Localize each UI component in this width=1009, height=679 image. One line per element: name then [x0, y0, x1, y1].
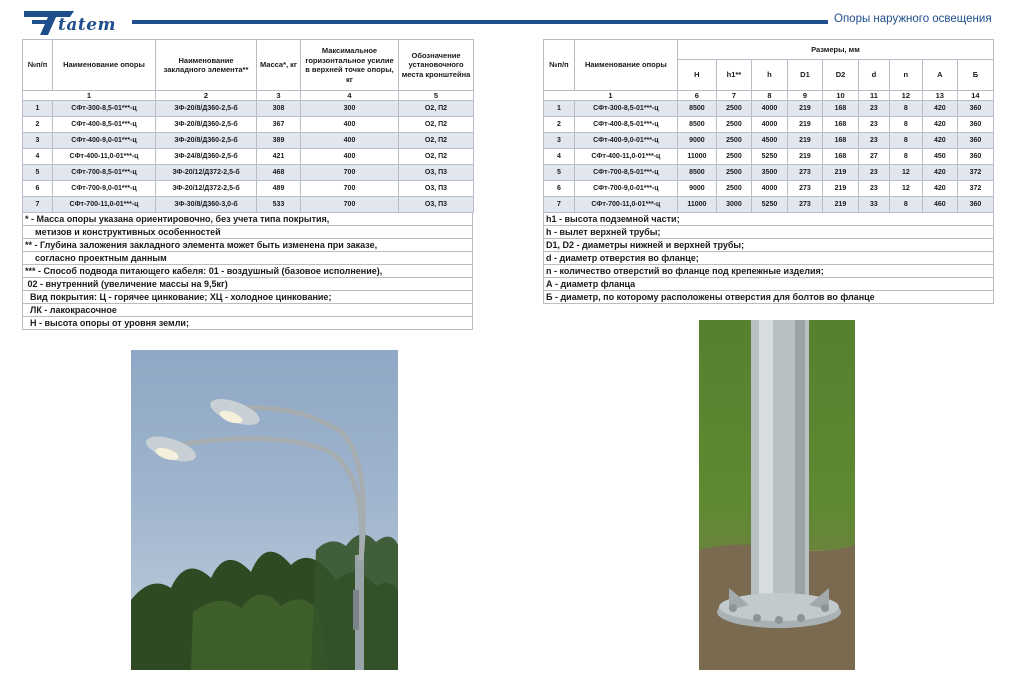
table-cell: 8	[889, 117, 922, 133]
header-force: Максимальное горизонтальное усилие в верхней точке опоры, кг	[301, 40, 399, 91]
table-cell: 219	[822, 197, 858, 213]
table-cell: 2	[544, 117, 575, 133]
table-cell: 168	[822, 117, 858, 133]
table-cell: 5250	[751, 149, 787, 165]
table-cell: 5	[544, 165, 575, 181]
table-cell: 6	[544, 181, 575, 197]
table-cell: 421	[257, 149, 301, 165]
table-cell: ЗФ-20/8/Д360-2,5-б	[156, 133, 257, 149]
pole-name-cell: СФт-700-11,0-01***-ц	[574, 197, 677, 213]
header-bracket: Обозначение установочного места кронштейна	[399, 40, 474, 91]
table-cell: ЗФ-20/8/Д360-2,5-б	[156, 101, 257, 117]
col-number: 5	[399, 91, 474, 101]
table-cell: ЗФ-30/8/Д360-3,0-б	[156, 197, 257, 213]
table-cell: О3, П3	[399, 181, 474, 197]
table-cell: 4	[544, 149, 575, 165]
table-cell: 23	[859, 117, 890, 133]
col-number: 6	[677, 91, 716, 101]
table-cell: ЗФ-20/12/Д372-2,5-б	[156, 181, 257, 197]
table-cell: 400	[301, 133, 399, 149]
col-number: 14	[957, 91, 993, 101]
table-row	[23, 197, 474, 213]
street-lamp-photo	[131, 350, 398, 670]
note-line: А - диаметр фланца	[543, 278, 994, 291]
table-cell: 273	[787, 197, 822, 213]
table-cell: 300	[301, 101, 399, 117]
note-line: метизов и конструктивных особенностей	[22, 226, 473, 239]
col-number: 1	[544, 91, 678, 101]
note-line: h1 - высота подземной части;	[543, 213, 994, 226]
table-cell: 4	[23, 149, 53, 165]
note-line: d - диаметр отверстия во фланце;	[543, 252, 994, 265]
mass-load-table	[22, 39, 474, 213]
pole-name-cell: СФт-700-9,0-01***-ц	[53, 181, 156, 197]
table-cell: ЗФ-24/8/Д360-2,5-б	[156, 149, 257, 165]
table-cell: 420	[922, 117, 957, 133]
table-row	[23, 101, 474, 117]
pole-name-cell: СФт-300-8,5-01***-ц	[53, 101, 156, 117]
table-row	[23, 165, 474, 181]
table-cell: 8500	[677, 101, 716, 117]
header-dim-h: h	[751, 60, 787, 91]
pole-name-cell: СФт-700-11,0-01***-ц	[53, 197, 156, 213]
header-dim-h1: h1**	[716, 60, 751, 91]
col-number: 2	[156, 91, 257, 101]
pole-name-cell: СФт-700-8,5-01***-ц	[53, 165, 156, 181]
left-notes	[22, 213, 473, 330]
note-line: * - Масса опоры указана ориентировочно, без учета типа покрытия,	[22, 213, 473, 226]
table-cell: 360	[957, 101, 993, 117]
header-dim-H: H	[677, 60, 716, 91]
table-cell: 2	[23, 117, 53, 133]
table-cell: ЗФ-20/8/Д360-2,5-б	[156, 117, 257, 133]
col-number: 11	[859, 91, 890, 101]
table-cell: 5	[23, 165, 53, 181]
note-line: ** - Глубина заложения закладного элемента может быть изменена при заказе,	[22, 239, 473, 252]
table-cell: 700	[301, 197, 399, 213]
col-number: 3	[257, 91, 301, 101]
table-cell: О2, П2	[399, 133, 474, 149]
table-cell: 360	[957, 197, 993, 213]
table-cell: 7	[544, 197, 575, 213]
table-cell: 168	[822, 101, 858, 117]
table-cell: 2500	[716, 117, 751, 133]
table-cell: 12	[889, 181, 922, 197]
header-dim-n: n	[889, 60, 922, 91]
pole-name-cell: СФт-400-11,0-01***-ц	[574, 149, 677, 165]
table-row	[544, 165, 994, 181]
col-number: 1	[23, 91, 156, 101]
table-cell: 168	[822, 133, 858, 149]
table-cell: 489	[257, 181, 301, 197]
table-cell: 372	[957, 165, 993, 181]
brand-name: tatem	[58, 15, 117, 35]
table-cell: 389	[257, 133, 301, 149]
table-cell: 33	[859, 197, 890, 213]
table-row	[544, 101, 994, 117]
header-embed: Наименование закладного элемента**	[156, 40, 257, 91]
header-dim-A: A	[922, 60, 957, 91]
table-cell: 1	[23, 101, 53, 117]
table-row	[544, 133, 994, 149]
pole-name-cell: СФт-300-8,5-01***-ц	[574, 101, 677, 117]
note-line: 02 - внутренний (увеличение массы на 9,5кг)	[22, 278, 473, 291]
table-cell: 460	[922, 197, 957, 213]
header-dim-d: d	[859, 60, 890, 91]
table-cell: 700	[301, 181, 399, 197]
col-number: 10	[822, 91, 858, 101]
header-name: Наименование опоры	[53, 40, 156, 91]
table-row	[23, 149, 474, 165]
note-line: Вид покрытия: Ц - горячее цинкование; ХЦ - холодное цинкование;	[22, 291, 473, 304]
table-row	[23, 117, 474, 133]
table-cell: 420	[922, 165, 957, 181]
table-cell: ЗФ-20/12/Д372-2,5-б	[156, 165, 257, 181]
col-number: 8	[751, 91, 787, 101]
table-cell: О3, П3	[399, 197, 474, 213]
header-rule	[132, 20, 828, 24]
table-cell: 9000	[677, 181, 716, 197]
table-cell: 4000	[751, 181, 787, 197]
header-num: №п/п	[544, 40, 575, 91]
header-dim-B: Б	[957, 60, 993, 91]
table-cell: 2500	[716, 149, 751, 165]
table-cell: 23	[859, 133, 890, 149]
note-line: *** - Способ подвода питающего кабеля: 01 - воздушный (базовое исполнение),	[22, 265, 473, 278]
table-cell: 700	[301, 165, 399, 181]
table-cell: 219	[822, 165, 858, 181]
header-mass: Масса*, кг	[257, 40, 301, 91]
table-cell: 273	[787, 181, 822, 197]
table-row	[544, 117, 994, 133]
pole-name-cell: СФт-400-8,5-01***-ц	[574, 117, 677, 133]
table-cell: О2, П2	[399, 149, 474, 165]
table-cell: 8500	[677, 117, 716, 133]
table-cell: 360	[957, 149, 993, 165]
table-cell: 8500	[677, 165, 716, 181]
col-number: 7	[716, 91, 751, 101]
table-cell: 11000	[677, 197, 716, 213]
header-dim-D1: D1	[787, 60, 822, 91]
table-row	[544, 149, 994, 165]
table-cell: 7	[23, 197, 53, 213]
header-dim-D2: D2	[822, 60, 858, 91]
note-line: Б - диаметр, по которому расположены отверстия для болтов во фланце	[543, 291, 994, 304]
table-cell: 372	[957, 181, 993, 197]
dimensions-table	[543, 39, 994, 213]
table-cell: 219	[822, 181, 858, 197]
table-cell: 468	[257, 165, 301, 181]
table-cell: 533	[257, 197, 301, 213]
table-cell: 8	[889, 133, 922, 149]
pole-name-cell: СФт-400-11,0-01***-ц	[53, 149, 156, 165]
table-cell: 5250	[751, 197, 787, 213]
pole-base-photo	[699, 320, 855, 670]
note-line: согласно проектным данным	[22, 252, 473, 265]
table-cell: 6	[23, 181, 53, 197]
table-cell: 23	[859, 101, 890, 117]
col-number: 12	[889, 91, 922, 101]
table-cell: 2500	[716, 101, 751, 117]
pole-name-cell: СФт-400-9,0-01***-ц	[574, 133, 677, 149]
table-cell: 8	[889, 101, 922, 117]
table-cell: 168	[822, 149, 858, 165]
table-cell: 2500	[716, 165, 751, 181]
table-cell: 1	[544, 101, 575, 117]
table-cell: 11000	[677, 149, 716, 165]
header-num: №п/п	[23, 40, 53, 91]
table-cell: О2, П2	[399, 117, 474, 133]
table-cell: 2500	[716, 181, 751, 197]
table-cell: 2500	[716, 133, 751, 149]
table-row	[23, 133, 474, 149]
table-cell: 219	[787, 133, 822, 149]
pole-name-cell: СФт-400-8,5-01***-ц	[53, 117, 156, 133]
table-row	[544, 197, 994, 213]
table-cell: 8	[889, 149, 922, 165]
table-cell: 3	[23, 133, 53, 149]
table-cell: 400	[301, 117, 399, 133]
table-cell: 3000	[716, 197, 751, 213]
table-cell: 3500	[751, 165, 787, 181]
col-number: 4	[301, 91, 399, 101]
table-cell: 420	[922, 181, 957, 197]
header-name: Наименование опоры	[574, 40, 677, 91]
table-row	[544, 181, 994, 197]
table-cell: 450	[922, 149, 957, 165]
table-cell: 8	[889, 197, 922, 213]
table-cell: 367	[257, 117, 301, 133]
table-cell: 360	[957, 133, 993, 149]
table-cell: 273	[787, 165, 822, 181]
table-cell: 420	[922, 133, 957, 149]
page-title: Опоры наружного освещения	[834, 13, 992, 25]
table-row	[23, 181, 474, 197]
table-cell: 9000	[677, 133, 716, 149]
note-line: ЛК - лакокрасочное	[22, 304, 473, 317]
pole-name-cell: СФт-400-9,0-01***-ц	[53, 133, 156, 149]
table-cell: 308	[257, 101, 301, 117]
note-line: D1, D2 - диаметры нижней и верхней трубы;	[543, 239, 994, 252]
table-cell: 360	[957, 117, 993, 133]
col-number: 13	[922, 91, 957, 101]
table-cell: 23	[859, 165, 890, 181]
table-cell: 4500	[751, 133, 787, 149]
col-number: 9	[787, 91, 822, 101]
table-cell: 219	[787, 149, 822, 165]
right-notes	[543, 213, 994, 304]
table-cell: 27	[859, 149, 890, 165]
table-cell: 4000	[751, 101, 787, 117]
table-cell: 420	[922, 101, 957, 117]
table-cell: 219	[787, 117, 822, 133]
note-line: Н - высота опоры от уровня земли;	[22, 317, 473, 330]
note-line: n - количество отверстий во фланце под крепежные изделия;	[543, 265, 994, 278]
table-cell: О3, П3	[399, 165, 474, 181]
pole-name-cell: СФт-700-9,0-01***-ц	[574, 181, 677, 197]
table-cell: 400	[301, 149, 399, 165]
header-dimensions: Размеры, мм	[677, 40, 993, 60]
table-cell: 12	[889, 165, 922, 181]
table-cell: 3	[544, 133, 575, 149]
note-line: h - вылет верхней трубы;	[543, 226, 994, 239]
table-cell: О2, П2	[399, 101, 474, 117]
pole-name-cell: СФт-700-8,5-01***-ц	[574, 165, 677, 181]
table-cell: 4000	[751, 117, 787, 133]
table-cell: 219	[787, 101, 822, 117]
table-cell: 23	[859, 181, 890, 197]
